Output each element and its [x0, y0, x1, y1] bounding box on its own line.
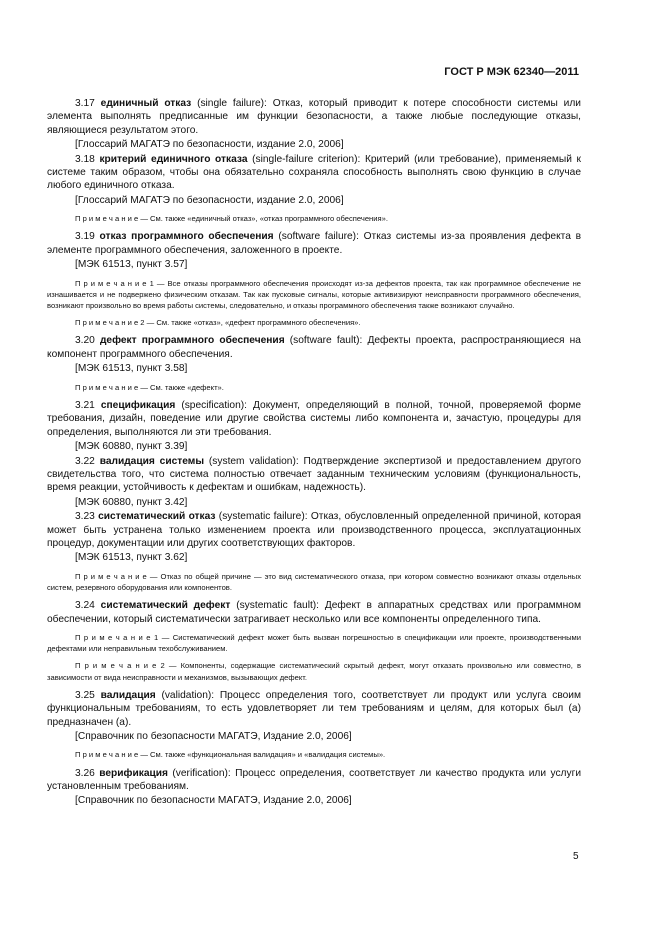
note-text: — См. также «дефект». — [140, 382, 224, 392]
term-name: валидация системы — [99, 455, 205, 467]
term-english: (verification): — [172, 767, 231, 779]
term-definition: Отказ, обусловленный определенной причиной, которая может быть устранена только изменением проекта или производственного процесса, эксплуатационных процедур, документации или других соответствующих факторов. — [47, 511, 581, 549]
term-entry — [47, 399, 581, 439]
term-source: [МЭК 61513, пункт 3.62] — [75, 552, 188, 564]
term-name: критерий единичного отказа — [99, 153, 248, 165]
term-english: (single failure): — [197, 98, 267, 109]
term-source: [Глоссарий МАГАТЭ по безопасности, издание 2.0, 2006] — [75, 194, 344, 206]
term-definition: Документ, определяющий в полной, точной, проверяемой форме требования, дизайн, поведение или другие свойства системы либо компонента и, зачастую, процедуры для определения, выполняются ли эти требования. — [47, 399, 581, 438]
note-text: — Систематический дефект может быть вызван погрешностью в спецификации или проекте, производственными дефектами или неправильным техобслуживанием. — [47, 633, 582, 654]
note-text: — Отказ по общей причине — это вид систематического отказа, при котором совместно возникают отказы отдельных систем, резервного оборудования или компонентов. — [47, 571, 581, 592]
note-label: П р и м е ч а н и е 2 — [75, 661, 165, 671]
term-source: [МЭК 60880, пункт 3.42] — [75, 496, 188, 508]
term-entry — [47, 153, 581, 193]
term-name: систематический дефект — [100, 600, 231, 612]
note-text: — См. также «единичный отказ», «отказ программного обеспечения». — [140, 214, 388, 224]
term-english: (validation): — [161, 689, 215, 701]
term-english: (software fault): — [289, 335, 363, 347]
term-definition: Отказ, который приводит к потере способности системы или элемента выполнять предписанные им функции безопасности, а также любые последующие отказы, являющиеся результатом этого. — [47, 98, 581, 136]
term-english: (systematic fault): — [236, 600, 320, 612]
term-definition: Процесс определения, соответствует ли качество продукта или услуги установленным требованиям. — [47, 767, 582, 793]
term-number: 3.20 — [75, 335, 95, 347]
term-definition: Критерий (или требование), применяемый к системе таким образом, чтобы она обязательно сохраняла способность выполнять свою функцию в случае любого единичного отказа. — [47, 153, 581, 192]
term-source: [Глоссарий МАГАТЭ по безопасности, издание 2.0, 2006] — [75, 139, 344, 151]
term-entry — [47, 97, 581, 137]
note-text: — См. также «отказ», «дефект программного обеспечения». — [146, 318, 361, 328]
term-number: 3.19 — [75, 231, 95, 243]
term-entry — [47, 767, 581, 794]
note-label: П р и м е ч а н и е 1 — [75, 633, 159, 642]
term-entry — [47, 455, 581, 495]
term-english: (software failure): — [278, 231, 359, 243]
note — [47, 632, 581, 654]
term-source: [Справочник по безопасности МАГАТЭ, Издание 2.0, 2006] — [75, 795, 352, 807]
term-entry — [47, 599, 581, 626]
term-number: 3.24 — [75, 600, 95, 612]
term-definition: Подтверждение экспертизой и предоставлением другого свидетельства того, что система полностью отвечает заданным техническим условиям (функциональность, время реакции, устойчивость к дефектам и ошибкам, надежность). — [47, 455, 582, 494]
term-entry — [47, 510, 581, 550]
note-label: П р и м е ч а н и е 2 — [75, 318, 145, 328]
note-label: П р и м е ч а н и е 1 — [75, 278, 154, 288]
term-definition: Отказ системы из-за проявления дефекта в элементе программного обеспечения, заложенного в проекте. — [47, 231, 581, 256]
note — [47, 317, 581, 328]
term-entry — [47, 334, 581, 361]
term-number: 3.26 — [75, 767, 95, 779]
note — [47, 571, 581, 593]
term-source: [МЭК 60880, пункт 3.39] — [75, 441, 188, 453]
note-label: П р и м е ч а н и е — [75, 382, 139, 392]
document-body — [47, 97, 581, 809]
term-name: валидация — [100, 689, 156, 701]
term-number: 3.18 — [75, 153, 95, 165]
term-number: 3.25 — [75, 689, 95, 701]
term-number: 3.17 — [75, 98, 95, 109]
term-number: 3.22 — [75, 455, 95, 467]
note — [47, 278, 581, 312]
term-english: (specification): — [181, 399, 247, 411]
note — [47, 660, 581, 682]
note-text: — См. также «функциональная валидация» и «валидация системы». — [140, 750, 386, 760]
term-entry — [47, 230, 581, 257]
document-header: ГОСТ Р МЭК 62340—2011 — [444, 66, 579, 78]
term-source: [Справочник по безопасности МАГАТЭ, Издание 2.0, 2006] — [75, 731, 352, 743]
term-name: верификация — [99, 767, 168, 779]
term-definition: Процесс определения того, соответствует ли продукт или услуга своим функциональным требованиям, то есть удовлетворяет ли тем требованиям и целям, для которых был (а) предназначен (а). — [47, 689, 581, 728]
note — [47, 213, 581, 224]
term-entry — [47, 689, 581, 729]
note-text: — Компоненты, содержащие систематический скрытый дефект, могут отказать произвольно или совместно, в зависимости от вида неисправности и механизмов, вызывающих дефект. — [47, 661, 581, 682]
note — [47, 749, 581, 760]
term-english: (single-failure criterion): — [252, 153, 361, 165]
term-english: (system validation): — [208, 455, 299, 467]
term-name: систематический отказ — [98, 511, 216, 523]
term-source: [МЭК 61513, пункт 3.57] — [75, 259, 188, 271]
term-english: (systematic failure): — [218, 511, 308, 523]
term-name: спецификация — [100, 399, 176, 411]
term-name: единичный отказ — [100, 98, 192, 109]
note-label: П р и м е ч а н и е — [75, 571, 147, 581]
note-label: П р и м е ч а н и е — [75, 214, 139, 224]
note — [47, 382, 581, 393]
term-definition: Дефект в аппаратных средствах или программном обеспечении, который систематически затрагивает несколько или все компоненты определенного типа. — [47, 600, 581, 625]
term-source: [МЭК 61513, пункт 3.58] — [75, 363, 188, 375]
note-text: — Все отказы программного обеспечения происходят из-за дефектов проекта, так как программное обеспечение не изнашивается и не подвержено физическим отказам. Так как пусковые сигналы, которые активизируют неисправности программного обеспечения, возникают произвольно во время работы системы, следовательно, и отказы программного обеспечения также возникают случайно. — [47, 278, 581, 311]
term-number: 3.23 — [75, 511, 95, 523]
term-name: дефект программного обеспечения — [99, 335, 285, 347]
term-definition: Дефекты проекта, распространяющиеся на компонент программного обеспечения. — [47, 335, 581, 360]
page-number: 5 — [573, 851, 579, 862]
note-label: П р и м е ч а н и е — [75, 750, 139, 760]
term-name: отказ программного обеспечения — [99, 231, 274, 243]
term-number: 3.21 — [75, 399, 95, 411]
